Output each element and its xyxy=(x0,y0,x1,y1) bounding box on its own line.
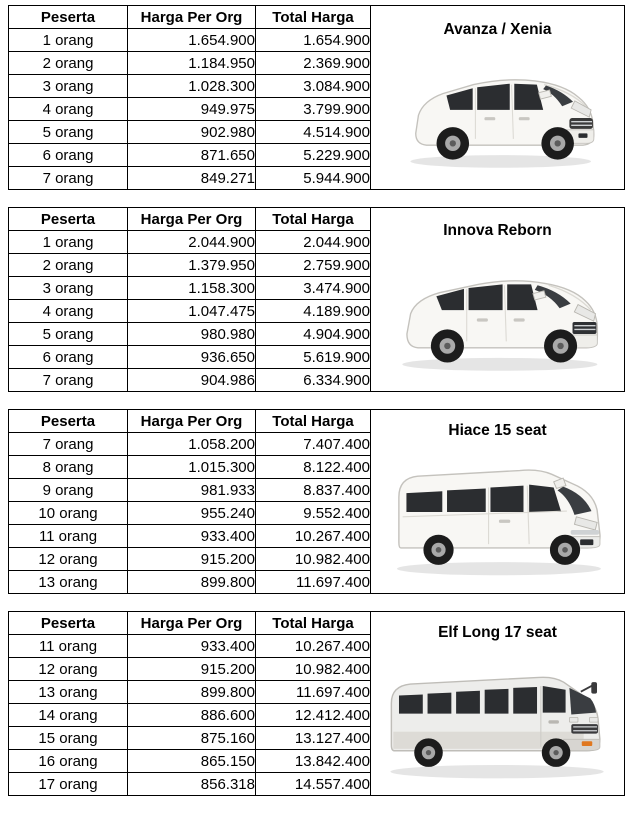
peserta-cell: 10 orang xyxy=(9,502,128,525)
peserta-cell: 14 orang xyxy=(9,704,128,727)
hiace-illustration xyxy=(380,442,616,584)
peserta-cell: 11 orang xyxy=(9,635,128,658)
peserta-cell: 3 orang xyxy=(9,277,128,300)
harga-per-org-cell: 1.654.900 xyxy=(128,29,256,52)
harga-per-org-cell: 1.015.300 xyxy=(128,456,256,479)
total-harga-cell: 14.557.400 xyxy=(256,773,371,796)
total-harga-cell: 2.369.900 xyxy=(256,52,371,75)
col-header-harga-per-org: Harga Per Org xyxy=(128,208,256,231)
harga-per-org-cell: 1.379.950 xyxy=(128,254,256,277)
header-row xyxy=(9,612,625,635)
total-harga-cell: 6.334.900 xyxy=(256,369,371,392)
price-table xyxy=(8,611,625,796)
harga-per-org-cell: 933.400 xyxy=(128,635,256,658)
peserta-cell: 13 orang xyxy=(9,571,128,594)
col-header-peserta: Peserta xyxy=(9,6,128,29)
peserta-cell: 3 orang xyxy=(9,75,128,98)
col-header-peserta: Peserta xyxy=(9,612,128,635)
total-harga-cell: 3.474.900 xyxy=(256,277,371,300)
total-harga-cell: 5.619.900 xyxy=(256,346,371,369)
price-table xyxy=(8,207,625,392)
total-harga-cell: 1.654.900 xyxy=(256,29,371,52)
peserta-cell: 4 orang xyxy=(9,98,128,121)
total-harga-cell: 9.552.400 xyxy=(256,502,371,525)
total-harga-cell: 7.407.400 xyxy=(256,433,371,456)
elf-long-illustration xyxy=(379,644,617,787)
peserta-cell: 4 orang xyxy=(9,300,128,323)
peserta-cell: 7 orang xyxy=(9,369,128,392)
peserta-cell: 6 orang xyxy=(9,346,128,369)
peserta-cell: 6 orang xyxy=(9,144,128,167)
total-harga-cell: 11.697.400 xyxy=(256,681,371,704)
total-harga-cell: 2.759.900 xyxy=(256,254,371,277)
harga-per-org-cell: 849.271 xyxy=(128,167,256,190)
peserta-cell: 9 orang xyxy=(9,479,128,502)
harga-per-org-cell: 1.028.300 xyxy=(128,75,256,98)
total-harga-cell: 4.514.900 xyxy=(256,121,371,144)
peserta-cell: 5 orang xyxy=(9,121,128,144)
peserta-cell: 8 orang xyxy=(9,456,128,479)
peserta-cell: 1 orang xyxy=(9,231,128,254)
total-harga-cell: 13.842.400 xyxy=(256,750,371,773)
harga-per-org-cell: 899.800 xyxy=(128,681,256,704)
harga-per-org-cell: 980.980 xyxy=(128,323,256,346)
harga-per-org-cell: 915.200 xyxy=(128,548,256,571)
peserta-cell: 15 orang xyxy=(9,727,128,750)
vehicle-image xyxy=(371,242,624,380)
vehicle-image xyxy=(371,644,624,787)
peserta-cell: 2 orang xyxy=(9,52,128,75)
harga-per-org-cell: 902.980 xyxy=(128,121,256,144)
col-header-peserta: Peserta xyxy=(9,410,128,433)
harga-per-org-cell: 886.600 xyxy=(128,704,256,727)
vehicle-cell xyxy=(371,6,625,190)
vehicle-title: Innova Reborn xyxy=(443,222,552,239)
peserta-cell: 5 orang xyxy=(9,323,128,346)
vehicle-title: Hiace 15 seat xyxy=(448,422,547,439)
harga-per-org-cell: 936.650 xyxy=(128,346,256,369)
total-harga-cell: 12.412.400 xyxy=(256,704,371,727)
col-header-harga-per-org: Harga Per Org xyxy=(128,612,256,635)
total-harga-cell: 2.044.900 xyxy=(256,231,371,254)
harga-per-org-cell: 2.044.900 xyxy=(128,231,256,254)
harga-per-org-cell: 1.184.950 xyxy=(128,52,256,75)
price-table xyxy=(8,5,625,190)
peserta-cell: 12 orang xyxy=(9,658,128,681)
vehicle-title: Elf Long 17 seat xyxy=(438,623,557,641)
total-harga-cell: 3.799.900 xyxy=(256,98,371,121)
vehicle-title: Avanza / Xenia xyxy=(443,21,552,38)
peserta-cell: 7 orang xyxy=(9,167,128,190)
vehicle-image xyxy=(371,442,624,584)
harga-per-org-cell: 915.200 xyxy=(128,658,256,681)
harga-per-org-cell: 1.047.475 xyxy=(128,300,256,323)
total-harga-cell: 5.229.900 xyxy=(256,144,371,167)
harga-per-org-cell: 871.650 xyxy=(128,144,256,167)
harga-per-org-cell: 949.975 xyxy=(128,98,256,121)
harga-per-org-cell: 865.150 xyxy=(128,750,256,773)
col-header-total-harga: Total Harga xyxy=(256,410,371,433)
peserta-cell: 17 orang xyxy=(9,773,128,796)
col-header-harga-per-org: Harga Per Org xyxy=(128,410,256,433)
header-row xyxy=(9,208,625,231)
vehicle-cell xyxy=(371,612,625,796)
peserta-cell: 2 orang xyxy=(9,254,128,277)
col-header-peserta: Peserta xyxy=(9,208,128,231)
col-header-total-harga: Total Harga xyxy=(256,612,371,635)
price-table xyxy=(8,409,625,594)
total-harga-cell: 10.267.400 xyxy=(256,635,371,658)
peserta-cell: 11 orang xyxy=(9,525,128,548)
total-harga-cell: 8.122.400 xyxy=(256,456,371,479)
harga-per-org-cell: 933.400 xyxy=(128,525,256,548)
total-harga-cell: 11.697.400 xyxy=(256,571,371,594)
innova-reborn-illustration xyxy=(383,242,613,380)
peserta-cell: 12 orang xyxy=(9,548,128,571)
total-harga-cell: 4.189.900 xyxy=(256,300,371,323)
col-header-total-harga: Total Harga xyxy=(256,208,371,231)
peserta-cell: 1 orang xyxy=(9,29,128,52)
harga-per-org-cell: 875.160 xyxy=(128,727,256,750)
total-harga-cell: 4.904.900 xyxy=(256,323,371,346)
vehicle-cell xyxy=(371,208,625,392)
total-harga-cell: 10.982.400 xyxy=(256,658,371,681)
avanza-xenia-illustration xyxy=(385,41,611,177)
harga-per-org-cell: 899.800 xyxy=(128,571,256,594)
peserta-cell: 13 orang xyxy=(9,681,128,704)
vehicle-cell xyxy=(371,410,625,594)
total-harga-cell: 10.982.400 xyxy=(256,548,371,571)
col-header-total-harga: Total Harga xyxy=(256,6,371,29)
peserta-cell: 7 orang xyxy=(9,433,128,456)
total-harga-cell: 13.127.400 xyxy=(256,727,371,750)
total-harga-cell: 5.944.900 xyxy=(256,167,371,190)
harga-per-org-cell: 856.318 xyxy=(128,773,256,796)
peserta-cell: 16 orang xyxy=(9,750,128,773)
harga-per-org-cell: 1.158.300 xyxy=(128,277,256,300)
harga-per-org-cell: 904.986 xyxy=(128,369,256,392)
header-row xyxy=(9,410,625,433)
total-harga-cell: 8.837.400 xyxy=(256,479,371,502)
total-harga-cell: 3.084.900 xyxy=(256,75,371,98)
header-row xyxy=(9,6,625,29)
harga-per-org-cell: 981.933 xyxy=(128,479,256,502)
harga-per-org-cell: 955.240 xyxy=(128,502,256,525)
total-harga-cell: 10.267.400 xyxy=(256,525,371,548)
col-header-harga-per-org: Harga Per Org xyxy=(128,6,256,29)
harga-per-org-cell: 1.058.200 xyxy=(128,433,256,456)
vehicle-image xyxy=(371,41,624,177)
